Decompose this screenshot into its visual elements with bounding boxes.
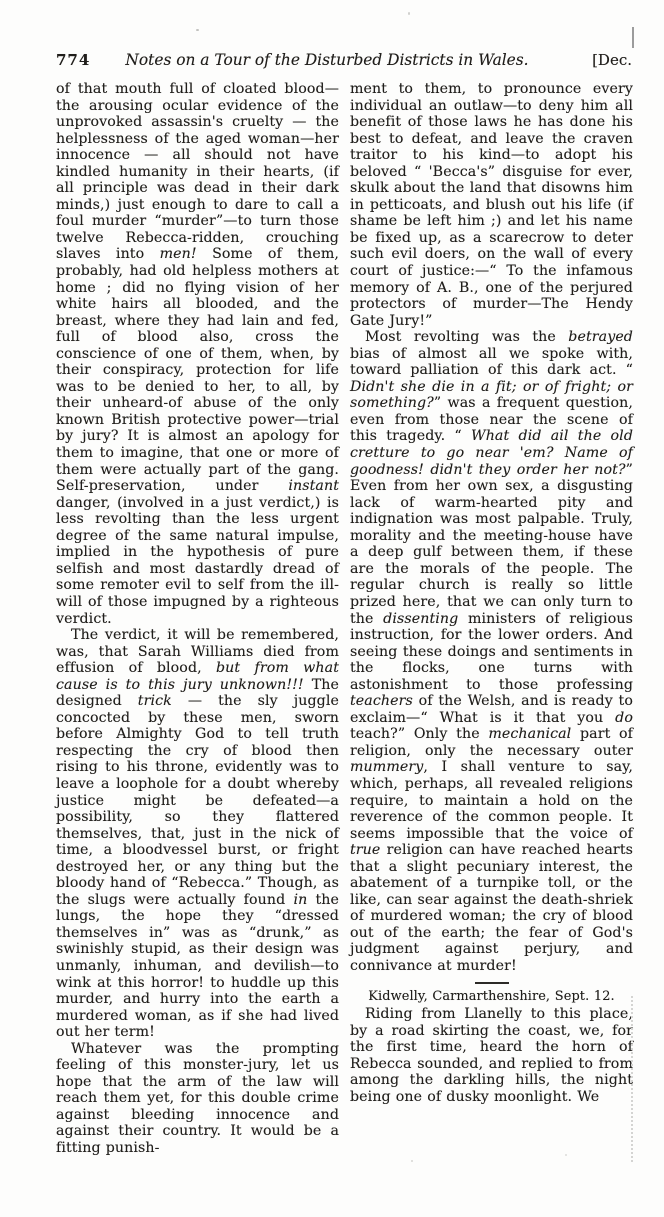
scan-speck: [196, 29, 199, 31]
running-title: Notes on a Tour of the Disturbed Districts in Wales.: [125, 51, 529, 69]
paragraph: ment to them, to pronounce every individual an outlaw—to deny him all benefit of those laws he has done his best to defeat, and leave the craven traitor to his kind—to adopt his beloved “ 'Becca's” disguise for ever, skulk about the land that disowns him in petticoats, and blush out his life (if shame be left him ;) and let his name be fixed up, as a scarecrow to deter such evil doers, on the wall of every court of justice:—“ To the infamous memory of A. B., one of the perjured protectors of murder—The Hendy Gate Jury!”: [350, 81, 633, 329]
paragraph: Whatever was the prompting feeling of this monster-jury, let us hope that the arm of the law will reach them yet, for this double crime against bleeding innocence and against their country. It would be a fitting punish-: [56, 1040, 339, 1156]
paragraph: The verdict, it will be remembered, was, that Sarah Williams died from effusion of blood, but from what cause is to this jury unknown!!! The designed trick — the sly juggle concocted by these men, sworn before Almighty God to tell truth respecting the cry of blood then rising to his throne, evidently was to leave a loophole for a doubt whereby justice might be defeated—a possibility, so they flattered themselves, that, just in the nick of time, a bloodvessel burst, or fright destroyed her, or any thing but the bloody hand of “Rebecca.” Though, as the slugs were actually found in the lungs, the hope they “dressed themselves in” was as “drunk,” as swinishly stupid, as their design was unmanly, inhuman, and devilish—to wink at this horror! to huddle up this murder, and hurry into the earth a murdered woman, as if she had lived out her term!: [56, 627, 340, 1041]
scan-speck: [411, 1160, 413, 1162]
paragraph: Most revolting was the betrayed bias of almost all we spoke with, toward palliation of this dark act. “ Didn't she die in a fit; or of fright; or something?” was a frequent question, even from those near the scene of this tragedy. “ What did ail the old cretture to go near 'em? Name of goodness! didn't they order her not?” Even from her own sex, a disgusting lack of warm-hearted pity and indignation was most palpable. Truly, morality and the meeting-house have a deep gulf between them, if these are the morals of the people. The regular church is really so little prized here, that we can only turn to the dissenting ministers of religious instruction, for the lower orders. And seeing these doings and sentiments in the flocks, one turns with astonishment to those professing teachers of the Welsh, and is ready to exclaim—“ What is it that you do teach?” Only the mechanical part of religion, only the necessary outer mummery, I shall venture to say, which, perhaps, all revealed religions require, to maintain a hold on the reverence of the common people. It seems impossible that the voice of true religion can have reached hearts that a slight pecuniary interest, the abatement of a turnpike toll, or the like, can sear against the death-shriek of murdered woman; the cry of blood out of the earth; the fear of God's judgment against perjury, and connivance at murder!: [350, 329, 633, 974]
dateline: Kidwelly, Carmarthenshire, Sept. 12.: [368, 988, 615, 1004]
scan-edge-mark: [632, 27, 634, 48]
scan-speck: [565, 1154, 567, 1156]
left-column: [56, 81, 339, 1157]
page-number: 774: [56, 51, 91, 69]
issue-month-tag: [Dec.: [592, 51, 632, 69]
scan-speck: [408, 12, 410, 15]
page-header: [56, 51, 632, 69]
right-column: [350, 81, 633, 1157]
text-columns: [56, 81, 633, 1157]
paragraph: of that mouth full of cloated blood—the arousing ocular evidence of the unprovoked assassin's cruelty — the helplessness of the aged woman—her innocence — all should not have kindled humanity in their hearts, (if all principle was dead in their dark minds,) just enough to dare to call a foul murder “murder”—to turn those twelve Rebecca-ridden, crouching slaves into men! Some of them, probably, had old helpless mothers at home ; did no flying vision of her white hairs all blooded, and the breast, where they had lain and fed, full of blood also, cross the conscience of one of them, when, by their conspiracy, protection for life was to be denied to her, to all, by their unheard-of abuse of the only known British protective power—trial by jury? It is almost an apology for them to imagine, that one or more of them were actually part of the gang. Self-preservation, under instant danger, (involved in a just verdict,) is less revolting than the less urgent degree of the same natural impulse, implied in the hypothesis of pure selfish and most dastardly dread of some remoter evil to self from the ill-will of those impugned by a righteous verdict.: [56, 81, 339, 627]
paragraph: Riding from Llanelly to this place, by a road skirting the coast, we, for the first time, heard the horn of Rebecca sounded, and replied to from among the darkling hills, the night being one of dusky moonlight. We: [350, 1006, 633, 1105]
section-divider-rule: [475, 982, 509, 984]
scan-edge-dots: [631, 996, 633, 1162]
